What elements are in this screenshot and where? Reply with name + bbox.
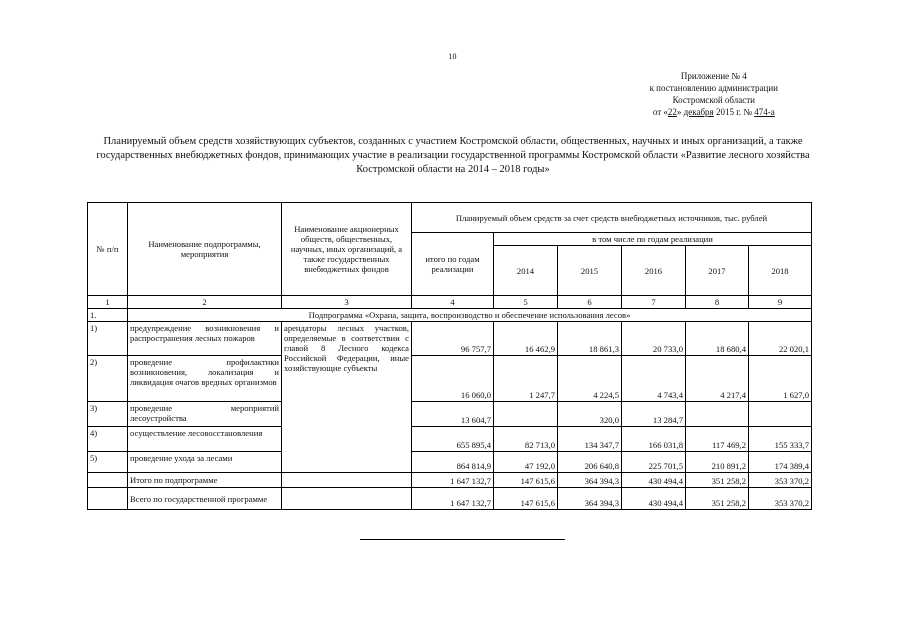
row-2015: 18 861,3	[558, 322, 622, 356]
subtotal-2018: 353 370,2	[749, 473, 812, 488]
row-name: проведение профилактики возникновения, локализация и ликвидация очагов вредных организмов	[128, 356, 282, 402]
subtotal-2017: 351 258,2	[686, 473, 749, 488]
date-day: 22	[667, 107, 677, 117]
subtotal-2015: 364 394,3	[558, 473, 622, 488]
row-num: 5)	[88, 452, 128, 473]
table-row	[88, 402, 812, 427]
row-2017	[686, 402, 749, 427]
header-by-year: в том числе по годам реализации	[494, 233, 812, 246]
row-num: 1)	[88, 322, 128, 356]
subtotal-label: Итого по подпрограмме	[128, 473, 282, 488]
date-mid: »	[676, 107, 684, 117]
header-year-2018: 2018	[749, 246, 812, 296]
appendix-line-3: Костромской области	[672, 95, 755, 105]
row-2014: 1 247,7	[494, 356, 558, 402]
organizations-cell: арендаторы лесных участков, определяемые в соответствии с главой 8 Лесного кодекса Российской Федерации, иные хозяйствующие субъекты	[282, 322, 412, 473]
row-2018	[749, 402, 812, 427]
row-num: 3)	[88, 402, 128, 427]
row-2018: 22 020,1	[749, 322, 812, 356]
subtotal-row	[88, 473, 812, 488]
grand-total-2017: 351 258,2	[686, 488, 749, 510]
subtotal-2016: 430 494,4	[622, 473, 686, 488]
header-year-2015: 2015	[558, 246, 622, 296]
table-row	[88, 427, 812, 452]
table-row	[88, 322, 812, 356]
section-num: 1.	[88, 309, 128, 322]
grand-total-2016: 430 494,4	[622, 488, 686, 510]
col-number: 8	[686, 296, 749, 309]
grand-total-label: Всего по государственной программе	[128, 488, 282, 510]
col-number: 3	[282, 296, 412, 309]
header-num: № п/п	[88, 203, 128, 296]
row-2018: 174 389,4	[749, 452, 812, 473]
row-2014: 16 462,9	[494, 322, 558, 356]
header-total: итого по годам реализации	[412, 233, 494, 296]
column-number-row	[88, 296, 812, 309]
date-prefix: от «	[652, 107, 668, 117]
table-row	[88, 356, 812, 402]
closing-rule	[360, 539, 565, 540]
row-2015: 206 640,8	[558, 452, 622, 473]
header-year-2017: 2017	[686, 246, 749, 296]
row-name: осуществление лесовосстановления	[128, 427, 282, 452]
row-total: 864 814,9	[412, 452, 494, 473]
grand-total-2015: 364 394,3	[558, 488, 622, 510]
document-title: Планируемый объем средств хозяйствующих субъектов, созданных с участием Костромской области, общественных, научных и иных организаций, а также государственных внебюджетных фондов, принимающих участие в реализации государственной программы Костромской области «Развитие лесного хозяйства Костромской области на 2014 – 2018 годы»	[96, 136, 810, 175]
row-2017: 210 891,2	[686, 452, 749, 473]
row-2014	[494, 402, 558, 427]
grand-total-row	[88, 488, 812, 510]
decree-number: 474-а	[754, 107, 775, 117]
funding-table	[87, 202, 812, 510]
row-2015: 320,0	[558, 402, 622, 427]
row-2014: 82 713,0	[494, 427, 558, 452]
header-planned: Планируемый объем средств за счет средств внебюджетных источников, тыс. рублей	[412, 203, 812, 233]
col-number: 5	[494, 296, 558, 309]
row-num: 2)	[88, 356, 128, 402]
grand-total-2014: 147 615,6	[494, 488, 558, 510]
row-2014: 47 192,0	[494, 452, 558, 473]
appendix-line-2: к постановлению администрации	[649, 83, 778, 93]
col-number: 7	[622, 296, 686, 309]
col-number: 1	[88, 296, 128, 309]
row-2017: 4 217,4	[686, 356, 749, 402]
row-2017: 117 469,2	[686, 427, 749, 452]
section-row	[88, 309, 812, 322]
row-2018: 155 333,7	[749, 427, 812, 452]
col-number: 6	[558, 296, 622, 309]
row-total: 655 895,4	[412, 427, 494, 452]
col-number: 4	[412, 296, 494, 309]
header-year-2014: 2014	[494, 246, 558, 296]
row-2015: 4 224,5	[558, 356, 622, 402]
header-year-2016: 2016	[622, 246, 686, 296]
row-2018: 1 627,0	[749, 356, 812, 402]
row-total: 96 757,7	[412, 322, 494, 356]
row-2016: 20 733,0	[622, 322, 686, 356]
col-number: 9	[749, 296, 812, 309]
row-num: 4)	[88, 427, 128, 452]
page-number: 10	[448, 52, 457, 61]
subtotal-2014: 147 615,6	[494, 473, 558, 488]
row-2016: 166 031,8	[622, 427, 686, 452]
row-2017: 18 680,4	[686, 322, 749, 356]
header-name: Наименование подпрограммы, мероприятия	[128, 203, 282, 296]
appendix-date-line	[650, 106, 778, 118]
row-2016: 225 701,5	[622, 452, 686, 473]
table-row	[88, 452, 812, 473]
row-name: проведение ухода за лесами	[128, 452, 282, 473]
row-2015: 134 347,7	[558, 427, 622, 452]
header-org: Наименование акционерных обществ, общественных, научных, иных организаций, а также государственных внебюджетных фондов	[282, 203, 412, 296]
section-title: Подпрограмма «Охрана, защита, воспроизводство и обеспечение использования лесов»	[128, 309, 812, 322]
row-2016: 13 284,7	[622, 402, 686, 427]
row-2016: 4 743,4	[622, 356, 686, 402]
appendix-block	[650, 70, 778, 118]
row-total: 13 604,7	[412, 402, 494, 427]
appendix-line-1: Приложение № 4	[680, 71, 747, 81]
row-name: предупреждение возникновения и распространения лесных пожаров	[128, 322, 282, 356]
grand-total-total: 1 647 132,7	[412, 488, 494, 510]
date-month: декабря	[683, 107, 714, 117]
row-name: проведение мероприятий лесоустройства	[128, 402, 282, 427]
row-total: 16 060,0	[412, 356, 494, 402]
col-number: 2	[128, 296, 282, 309]
subtotal-total: 1 647 132,7	[412, 473, 494, 488]
date-suffix: 2015 г. №	[713, 107, 755, 117]
grand-total-2018: 353 370,2	[749, 488, 812, 510]
